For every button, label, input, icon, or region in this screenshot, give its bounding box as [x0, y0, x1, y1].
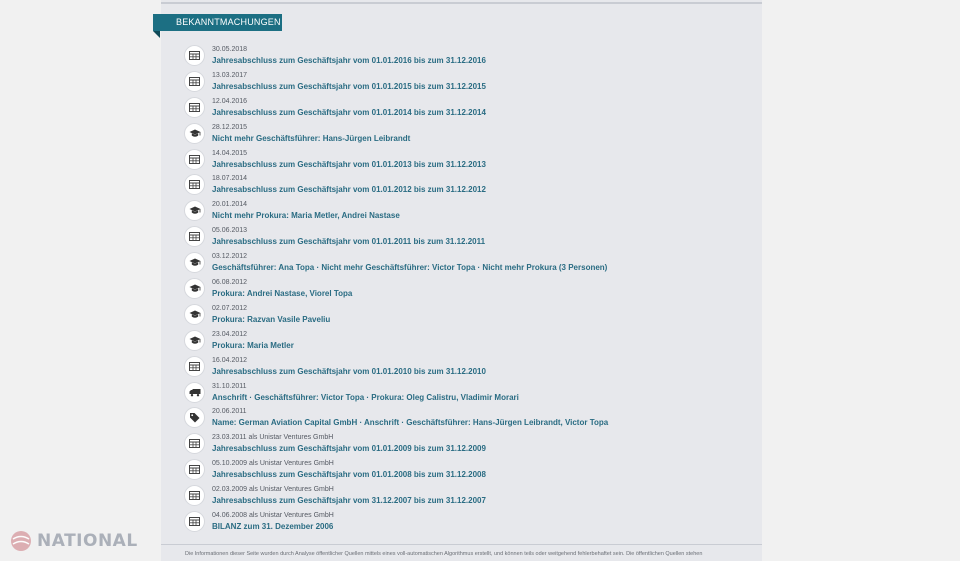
graduation-cap-icon: [184, 123, 205, 144]
announcement-link[interactable]: Jahresabschluss zum Geschäftsjahr vom 01.01.2016 bis zum 31.12.2016: [212, 56, 486, 65]
announcement-link[interactable]: Prokura: Andrei Nastase, Viorel Topa: [212, 289, 353, 299]
calendar-icon: [184, 174, 205, 195]
graduation-cap-icon: [184, 304, 205, 325]
footer-divider: [161, 544, 762, 545]
announcement-item: [184, 329, 744, 355]
graduation-cap-icon: [184, 200, 205, 221]
announcement-item: [184, 458, 744, 484]
announcement-item: [184, 70, 744, 96]
announcement-item: [184, 277, 744, 303]
content-panel: [161, 0, 762, 561]
announcement-date: 04.06.2008 als Unistar Ventures GmbH: [212, 512, 334, 520]
announcement-item: [184, 148, 744, 174]
calendar-icon: [184, 97, 205, 118]
announcement-date: 20.06.2011: [212, 408, 247, 416]
announcement-date: 23.04.2012: [212, 330, 248, 338]
announcement-link[interactable]: Jahresabschluss zum Geschäftsjahr vom 01.01.2011 bis zum 31.12.2011: [212, 237, 486, 247]
announcement-item: [184, 122, 744, 148]
announcement-date: 03.12.2012: [212, 253, 248, 261]
calendar-icon: [184, 71, 205, 92]
calendar-icon: [184, 149, 205, 170]
announcement-date: 06.08.2012: [212, 279, 248, 287]
calendar-icon: [184, 45, 205, 66]
announcement-item: [184, 355, 744, 381]
announcement-link[interactable]: Jahresabschluss zum Geschäftsjahr vom 01.01.2008 bis zum 31.12.2008: [212, 470, 486, 480]
announcement-item: [184, 484, 744, 510]
announcement-date: 13.03.2017: [212, 71, 248, 79]
announcement-date: 20.01.2014: [212, 201, 248, 209]
watermark-text: NATIONAL: [37, 531, 138, 551]
announcement-link[interactable]: Jahresabschluss zum Geschäftsjahr vom 01.01.2012 bis zum 31.12.2012: [212, 185, 486, 195]
disclaimer-text: Die Informationen dieser Seite wurden durch Analyse öffentlicher Quellen mittels eines voll-automatischen Algorithmus erstellt, und können teils oder weitgehend fehlerbehaftet sein. Die öffentlichen Quellen stehen: [185, 551, 703, 557]
announcement-date: 05.06.2013: [212, 227, 248, 235]
announcement-item: [184, 432, 744, 458]
announcement-link[interactable]: Anschrift · Geschäftsführer: Victor Topa · Prokura: Oleg Calistru, Vladimir Morari: [212, 392, 519, 402]
announcement-item: [184, 303, 744, 329]
announcement-link[interactable]: Nicht mehr Geschäftsführer: Hans-Jürgen Leibrandt: [212, 133, 411, 143]
announcement-item: [184, 44, 744, 70]
calendar-icon: [184, 356, 205, 377]
announcement-date: 02.03.2009 als Unistar Ventures GmbH: [212, 486, 334, 494]
announcement-item: [184, 251, 744, 277]
announcements-list: [184, 44, 744, 536]
announcement-date: 31.10.2011: [212, 382, 247, 390]
top-divider: [161, 2, 762, 4]
announcement-item: [184, 96, 744, 122]
graduation-cap-icon: [184, 278, 205, 299]
section-header-fold: [153, 31, 160, 38]
announcement-date: 23.03.2011 als Unistar Ventures GmbH: [212, 434, 334, 442]
watermark-globe-icon: [10, 530, 32, 552]
announcement-item: [184, 173, 744, 199]
announcement-link[interactable]: Jahresabschluss zum Geschäftsjahr vom 01.01.2013 bis zum 31.12.2013: [212, 159, 486, 169]
announcement-link[interactable]: BILANZ zum 31. Dezember 2006: [212, 522, 334, 532]
announcement-item: [184, 199, 744, 225]
announcement-date: 16.04.2012: [212, 356, 248, 364]
announcement-item: [184, 225, 744, 251]
watermark-logo: [10, 530, 138, 552]
announcement-date: 05.10.2009 als Unistar Ventures GmbH: [212, 460, 334, 468]
calendar-icon: [184, 459, 205, 480]
calendar-icon: [184, 433, 205, 454]
graduation-cap-icon: [184, 252, 205, 273]
calendar-icon: [184, 226, 205, 247]
announcement-item: [184, 381, 744, 407]
announcement-link[interactable]: Jahresabschluss zum Geschäftsjahr vom 01.01.2014 bis zum 31.12.2014: [212, 107, 486, 117]
announcement-date: 02.07.2012: [212, 304, 248, 312]
tag-icon: [184, 407, 205, 428]
truck-icon: [184, 382, 205, 403]
calendar-icon: [184, 485, 205, 506]
announcement-item: [184, 406, 744, 432]
announcement-date: 14.04.2015: [212, 149, 248, 157]
announcement-date: 28.12.2015: [212, 123, 248, 131]
announcement-link[interactable]: Prokura: Maria Metler: [212, 340, 294, 350]
announcement-link[interactable]: Jahresabschluss zum Geschäftsjahr vom 01.01.2009 bis zum 31.12.2009: [212, 444, 486, 454]
announcement-date: 18.07.2014: [212, 175, 248, 183]
announcement-link[interactable]: Name: German Aviation Capital GmbH · Anschrift · Geschäftsführer: Hans-Jürgen Leibrandt, Victor Topa: [212, 418, 609, 428]
announcement-link[interactable]: Prokura: Razvan Vasile Paveliu: [212, 314, 331, 324]
announcement-link[interactable]: Geschäftsführer: Ana Topa · Nicht mehr Geschäftsführer: Victor Topa · Nicht mehr Prokura (3 Personen): [212, 263, 608, 273]
graduation-cap-icon: [184, 330, 205, 351]
announcement-link[interactable]: Jahresabschluss zum Geschäftsjahr vom 31.12.2007 bis zum 31.12.2007: [212, 496, 486, 506]
announcement-link[interactable]: Nicht mehr Prokura: Maria Metler, Andrei Nastase: [212, 211, 400, 221]
section-header: BEKANNTMACHUNGEN: [153, 14, 282, 31]
announcement-item: [184, 510, 744, 536]
announcement-link[interactable]: Jahresabschluss zum Geschäftsjahr vom 01.01.2015 bis zum 31.12.2015: [212, 81, 486, 91]
calendar-icon: [184, 511, 205, 532]
announcement-date: 30.05.2018: [212, 46, 248, 53]
announcement-link[interactable]: Jahresabschluss zum Geschäftsjahr vom 01.01.2010 bis zum 31.12.2010: [212, 366, 486, 376]
announcement-date: 12.04.2016: [212, 97, 248, 105]
